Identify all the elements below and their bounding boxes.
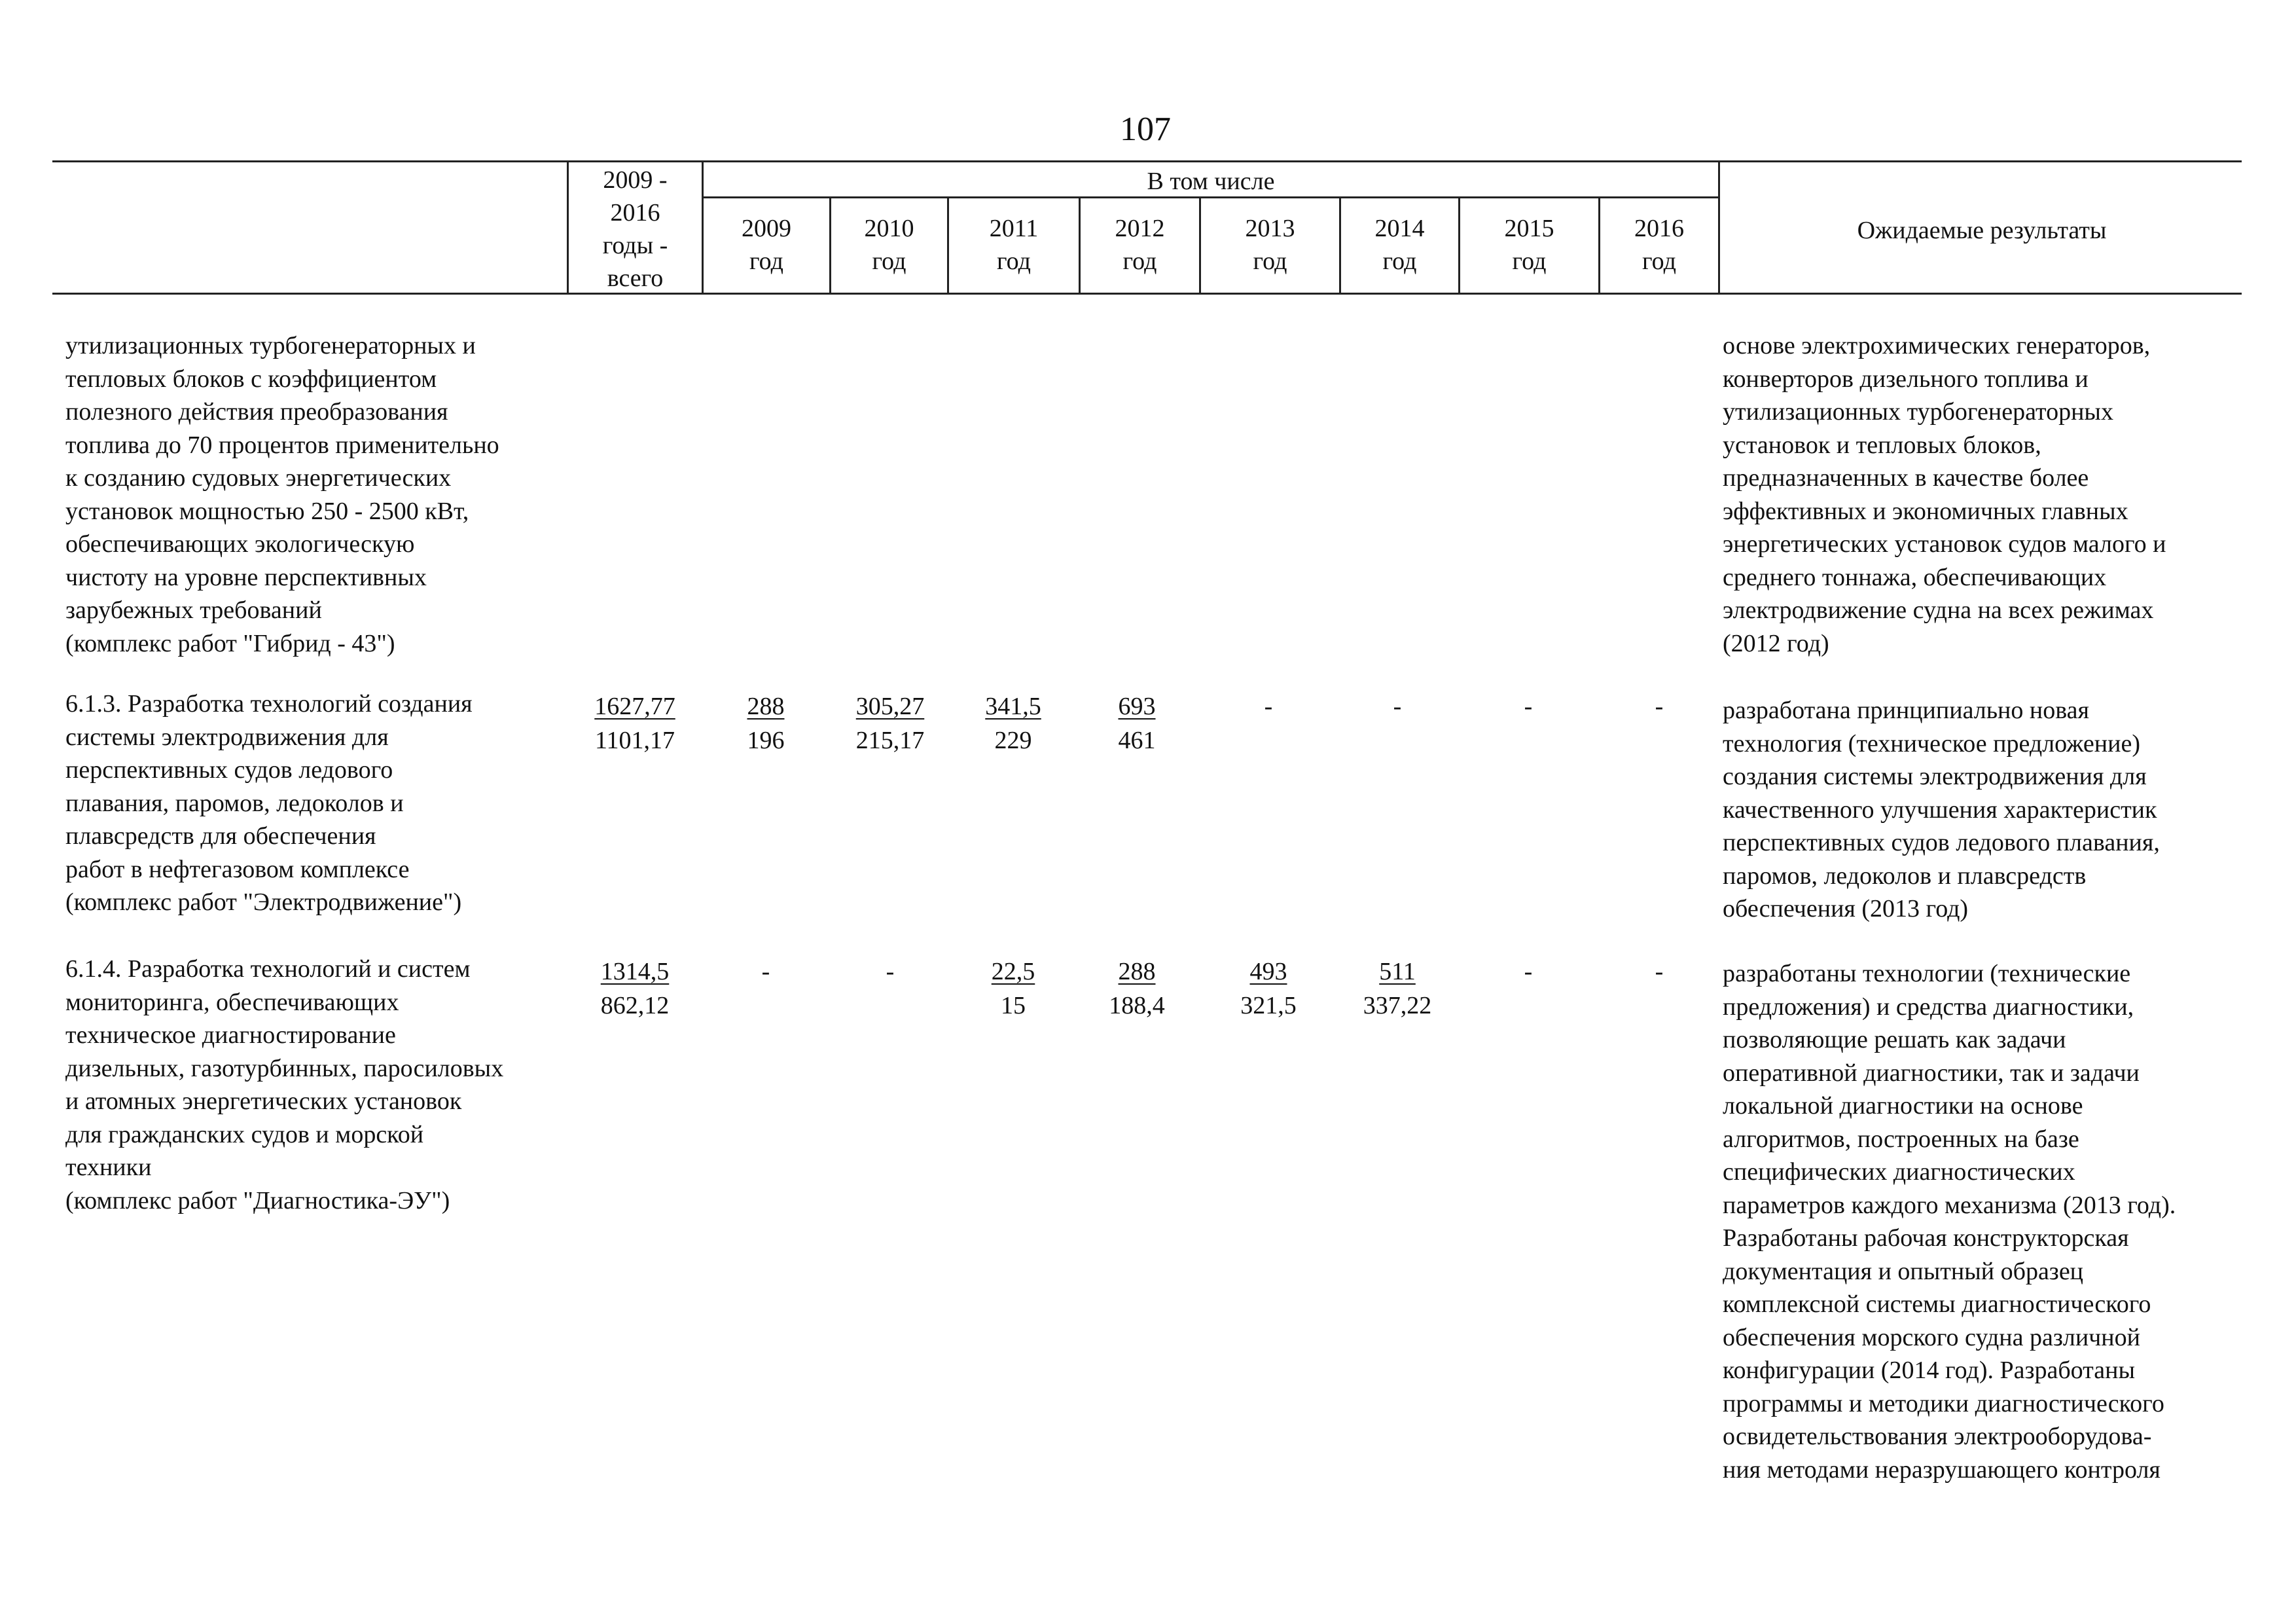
row-name: 6.1.4. Разработка технологий и систем мониторинга, обеспечивающих техническое диагностирование дизельных, газотурбинных, паросиловых и атомных энергетических установок для гражданских судов и морской техники (комплекс работ "Диагностика-ЭУ") bbox=[65, 955, 504, 1214]
row-total bbox=[573, 689, 697, 757]
value-federal: 321,5 bbox=[1240, 992, 1297, 1019]
header-total: 2009 - 2016 годы - всего bbox=[602, 166, 668, 292]
row-value-2013 bbox=[1206, 689, 1331, 723]
row-result: основе электрохимических генераторов, конверторов дизельного топлива и утилизационных турбогенераторных установок и тепловых блоков, предназначенных в качестве более эффективных и экономичных главных энергетических установок судов малого и среднего тоннажа, обеспечивающих электродвижение судна на всех режимах (2012 год) bbox=[1723, 332, 2166, 657]
value-total: 22,5 bbox=[991, 958, 1035, 985]
year-unit: год bbox=[997, 247, 1031, 275]
row-value-2014 bbox=[1335, 955, 1460, 1023]
year-unit: год bbox=[1253, 247, 1287, 275]
header-year-2013 bbox=[1201, 212, 1339, 278]
header-bottom-rule bbox=[52, 293, 2242, 295]
value-dash: - bbox=[1264, 693, 1273, 720]
year-label: 2010 bbox=[864, 215, 914, 242]
header-year-2016 bbox=[1600, 212, 1718, 278]
row-result: разработаны технологии (технические предложения) и средства диагностики, позволяющие решать как задачи оперативной диагностики, так и задачи локальной диагностики на основе алгоритмов, построенных на базе специфических диагностических параметров каждого механизма (2013 год). Разработаны рабочая конструкторская документация и опытный образец комплексной системы диагностического обеспечения морского судна различной конфигурации (2014 год). Разработаны программы и методики диагностического освидетельствования электрооборудова- ния методами неразрушающего контроля bbox=[1723, 960, 2176, 1484]
row-value-2009 bbox=[704, 689, 828, 757]
value-federal: 862,12 bbox=[600, 992, 670, 1019]
value-dash: - bbox=[1524, 958, 1533, 985]
value-dash: - bbox=[1524, 693, 1533, 720]
year-unit: год bbox=[1512, 247, 1547, 275]
value-federal: 188,4 bbox=[1109, 992, 1165, 1019]
row-value-2010 bbox=[828, 955, 952, 989]
year-label: 2011 bbox=[989, 215, 1039, 242]
year-unit: год bbox=[1382, 247, 1417, 275]
year-label: 2014 bbox=[1374, 215, 1425, 242]
row-value-2014 bbox=[1335, 689, 1460, 723]
value-dash: - bbox=[886, 958, 895, 985]
year-label: 2013 bbox=[1245, 215, 1295, 242]
header-year-2009 bbox=[704, 212, 829, 278]
page-number: 107 bbox=[1120, 111, 1171, 148]
value-dash: - bbox=[1655, 693, 1664, 720]
value-federal: 337,22 bbox=[1363, 992, 1432, 1019]
row-name: утилизационных турбогенераторных и тепловых блоков с коэффициентом полезного действия преобразования топлива до 70 процентов применительно к созданию судовых энергетических установок мощностью 250 - 2500 кВт, обеспечивающих экологическую чистоту на уровне перспективных зарубежных требований (комплекс работ "Гибрид - 43") bbox=[65, 332, 499, 657]
value-dash: - bbox=[761, 958, 770, 985]
header-year-2010 bbox=[831, 212, 947, 278]
value-federal: 15 bbox=[1001, 992, 1026, 1019]
value-federal: 1101,17 bbox=[594, 727, 675, 754]
value-federal: 215,17 bbox=[855, 727, 925, 754]
row-value-2015 bbox=[1466, 955, 1590, 989]
header-results: Ожидаемые результаты bbox=[1857, 217, 2107, 244]
value-total: 693 bbox=[1118, 693, 1156, 720]
row-result: разработана принципиально новая технология (техническое предложение) создания системы электродвижения для качественного улучшения характеристик перспективных судов ледового плавания, паромов, ледоколов и плавсредств обеспечения (2013 год) bbox=[1723, 697, 2160, 922]
value-total: 511 bbox=[1379, 958, 1416, 985]
year-unit: год bbox=[1642, 247, 1676, 275]
header-year-2014 bbox=[1341, 212, 1458, 278]
row-value-2016 bbox=[1597, 955, 1721, 989]
row-value-2013 bbox=[1206, 955, 1331, 1023]
row-value-2012 bbox=[1075, 955, 1199, 1023]
year-label: 2009 bbox=[742, 215, 791, 242]
row-total bbox=[573, 955, 697, 1023]
year-label: 2016 bbox=[1634, 215, 1684, 242]
header-year-2012 bbox=[1081, 212, 1199, 278]
value-total: 288 bbox=[1118, 958, 1156, 985]
value-federal: 196 bbox=[747, 727, 785, 754]
value-total: 1314,5 bbox=[600, 958, 670, 985]
value-dash: - bbox=[1393, 693, 1402, 720]
value-total: 305,27 bbox=[855, 693, 925, 720]
value-federal: 461 bbox=[1118, 727, 1156, 754]
row-name: 6.1.3. Разработка технологий создания системы электродвижения для перспективных судов ледового плавания, паромов, ледоколов и плавсредств для обеспечения работ в нефтегазовом комплексе (комплекс работ "Электродвижение") bbox=[65, 690, 473, 916]
year-unit: год bbox=[872, 247, 906, 275]
header-top-rule bbox=[52, 160, 2242, 162]
header-year-2015 bbox=[1460, 212, 1598, 278]
row-value-2015 bbox=[1466, 689, 1590, 723]
row-value-2009 bbox=[704, 955, 828, 989]
row-value-2010 bbox=[828, 689, 952, 757]
row-value-2012 bbox=[1075, 689, 1199, 757]
year-label: 2012 bbox=[1115, 215, 1165, 242]
row-value-2011 bbox=[951, 689, 1075, 757]
row-value-2011 bbox=[951, 955, 1075, 1023]
value-total: 493 bbox=[1249, 958, 1287, 985]
value-total: 341,5 bbox=[985, 693, 1041, 720]
year-unit: год bbox=[749, 247, 783, 275]
header-year-2011 bbox=[949, 212, 1079, 278]
year-unit: год bbox=[1122, 247, 1157, 275]
value-federal: 229 bbox=[994, 727, 1032, 754]
value-total: 288 bbox=[747, 693, 785, 720]
value-dash: - bbox=[1655, 958, 1664, 985]
header-group-label: В том числе bbox=[1147, 168, 1275, 195]
value-total: 1627,77 bbox=[594, 693, 675, 720]
row-value-2016 bbox=[1597, 689, 1721, 723]
year-label: 2015 bbox=[1504, 215, 1554, 242]
